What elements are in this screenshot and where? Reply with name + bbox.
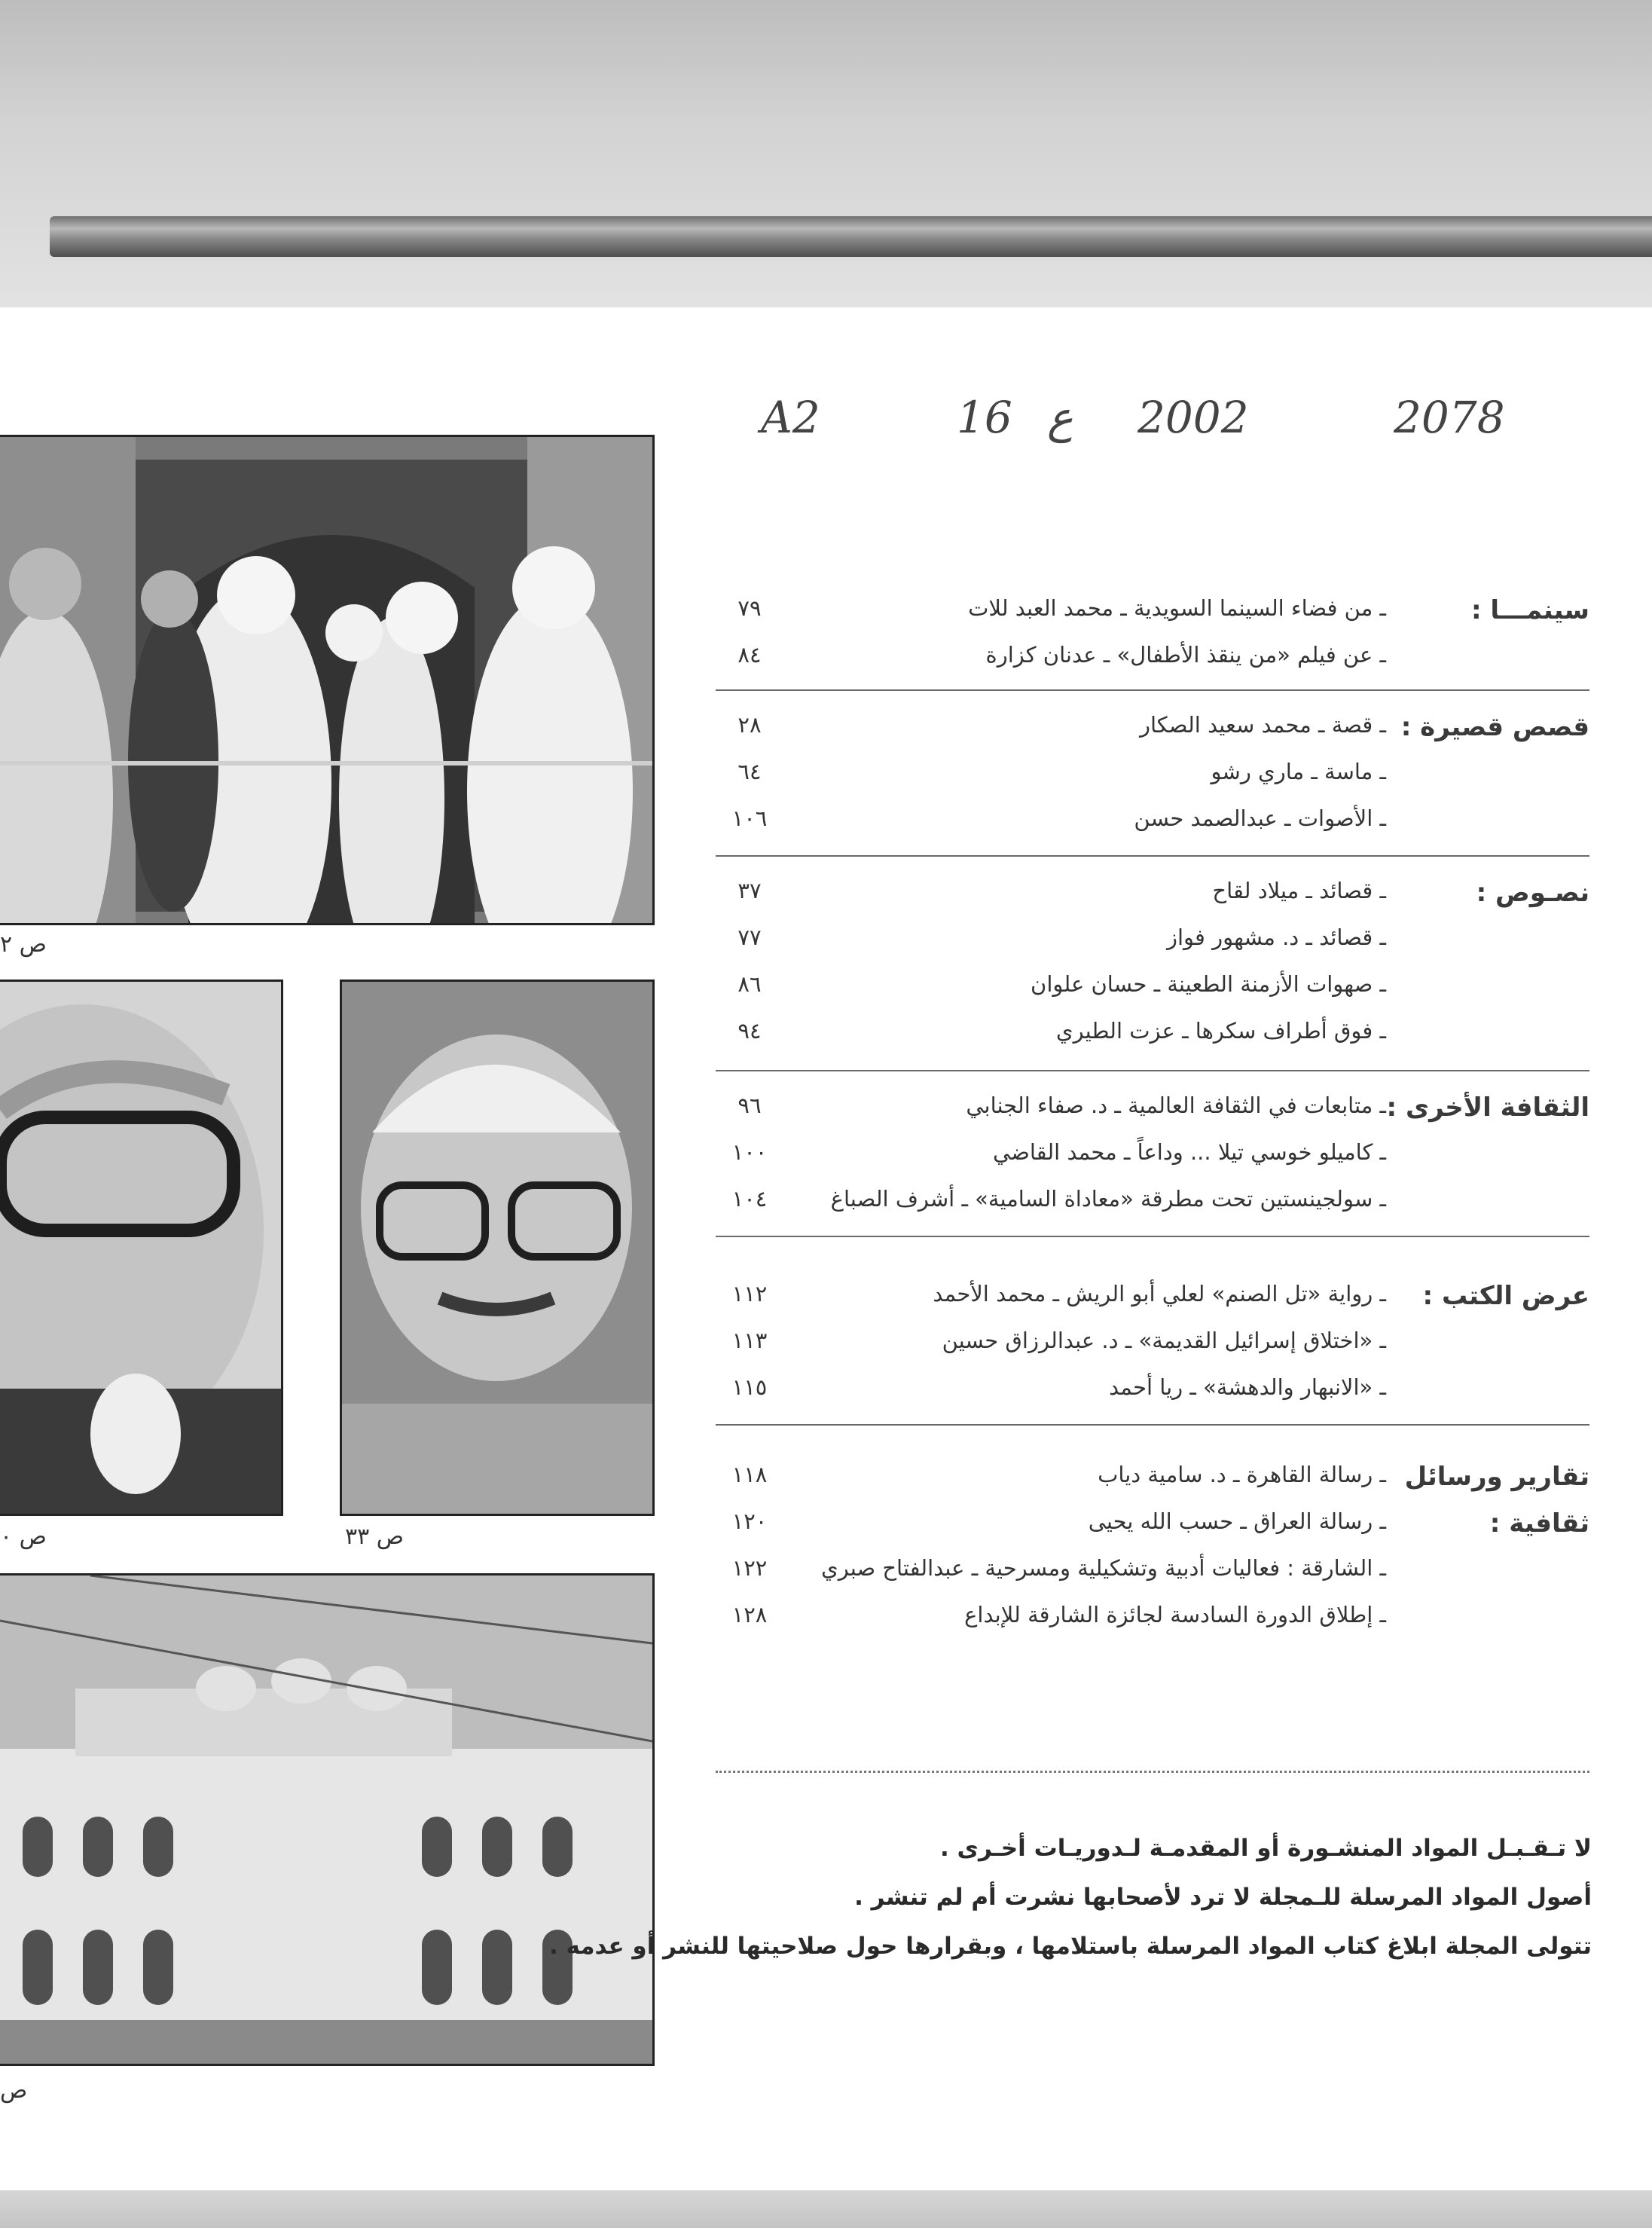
toc-page-number: ٨٤	[737, 642, 762, 668]
ribbon-cutting-illustration	[0, 437, 652, 923]
toc-page-number: ٩٦	[737, 1093, 762, 1118]
toc-page-number: ٣٧	[737, 878, 762, 903]
toc-entry: ـ قصائد ـ د. مشهور فواز	[1166, 925, 1386, 950]
toc-entry: ـ صهوات الأزمنة الطعينة ـ حسان علوان	[1031, 971, 1386, 997]
handwritten-note-2: 16	[957, 392, 1012, 443]
toc-page-number: ٦٤	[737, 759, 762, 784]
toc-entry: ـ متابعات في الثقافة العالمية ـ د. صفاء الجنابي	[966, 1093, 1386, 1118]
toc-page-number: ١٠٠	[731, 1139, 768, 1165]
photo-caption-1: ص ٢	[0, 931, 47, 958]
toc-page-number: ١١٨	[731, 1462, 768, 1487]
toc-page-number: ٧٧	[737, 925, 762, 950]
toc-entry: ـ الشارقة : فعاليات أدبية وتشكيلية ومسرحية ـ عبدالفتاح صبري	[821, 1555, 1386, 1581]
toc-page-number: ١١٣	[731, 1328, 768, 1353]
toc-entry: ـ رسالة العراق ـ حسب الله يحيى	[1088, 1508, 1386, 1534]
notice-line-1: لا تـقـبـل المواد المنشـورة أو المقدمـة لـدوريـات أخـرى .	[939, 1835, 1592, 1862]
handwritten-note-1: A2	[761, 392, 820, 443]
section-other-culture	[716, 1093, 1589, 1237]
toc-page-number: ٧٩	[737, 595, 762, 621]
decorative-bar	[50, 216, 1652, 257]
toc-page-number: ١٢٢	[731, 1555, 768, 1581]
photo-ribbon-cutting	[0, 435, 655, 925]
handwritten-note-3: ع	[1047, 392, 1073, 443]
section-title-continued: ثقافية :	[1489, 1508, 1589, 1539]
section-title: عرض الكتب :	[1422, 1281, 1589, 1311]
toc-entry: ـ ماسة ـ ماري رشو	[1211, 759, 1386, 784]
toc-page-number: ١٢٨	[731, 1602, 768, 1627]
toc-page-number: ٨٦	[737, 971, 762, 997]
section-title: قصص قصيرة :	[1400, 712, 1589, 742]
toc-page-number: ١١٢	[731, 1281, 768, 1307]
photo-historic-building	[0, 1573, 655, 2066]
toc-entry: ـ «اختلاق إسرائيل القديمة» ـ د. عبدالرزاق حسين	[942, 1328, 1386, 1353]
toc-page-number: ٩٤	[737, 1018, 762, 1044]
bottom-gray-band	[0, 2190, 1652, 2228]
photo-portrait-elderly	[0, 980, 283, 1516]
toc-entry: ـ «الانبهار والدهشة» ـ ريا أحمد	[1109, 1374, 1386, 1400]
dotted-divider	[716, 1771, 1589, 1773]
toc-page-number: ٢٨	[737, 712, 762, 738]
notice-line-2: أصول المواد المرسلة للـمجلة لا ترد لأصحابها نشرت أم لم تنشر .	[854, 1884, 1592, 1911]
toc-page-number: ١٠٤	[731, 1186, 768, 1212]
toc-entry: ـ عن فيلم «من ينقذ الأطفال» ـ عدنان كزارة	[985, 642, 1386, 668]
toc-entry: ـ الأصوات ـ عبدالصمد حسن	[1134, 805, 1386, 831]
man-portrait-illustration	[342, 982, 652, 1514]
section-title: سينمـــا :	[1470, 595, 1589, 625]
toc-entry: ـ إطلاق الدورة السادسة لجائزة الشارقة للإبداع	[964, 1602, 1386, 1627]
toc-entry: ـ رواية «تل الصنم» لعلي أبو الريش ـ محمد الأحمد	[933, 1281, 1386, 1307]
toc-entry: ـ من فضاء السينما السويدية ـ محمد العبد للات	[968, 595, 1386, 621]
photo-portrait-man	[340, 980, 655, 1516]
toc-entry: ـ سولجينستين تحت مطرقة «معاداة السامية» ـ أشرف الصباغ	[830, 1186, 1386, 1212]
elderly-portrait-illustration	[0, 982, 281, 1514]
photo-caption-3: ص ٣٣	[345, 1524, 405, 1550]
handwritten-note-5: 2078	[1394, 392, 1505, 443]
section-title: الثقافة الأخرى :	[1386, 1093, 1589, 1123]
building-illustration	[0, 1575, 652, 2064]
photo-caption-2: ص ٠	[0, 1524, 47, 1550]
photo-caption-4: ص	[0, 2077, 28, 2104]
section-cinema	[716, 595, 1589, 691]
toc-entry: ـ قصائد ـ ميلاد لقاح	[1212, 878, 1386, 903]
section-book-reviews	[716, 1281, 1589, 1426]
toc-page-number: ١٠٦	[731, 805, 768, 831]
section-short-stories	[716, 712, 1589, 857]
toc-entry: ـ كاميلو خوسي تيلا ... وداعاً ـ محمد القاضي	[993, 1139, 1386, 1165]
top-gray-band	[0, 0, 1652, 307]
section-texts	[716, 878, 1589, 1071]
toc-entry: ـ قصة ـ محمد سعيد الصكار	[1139, 712, 1386, 738]
section-reports	[716, 1462, 1589, 1658]
toc-page-number: ١١٥	[731, 1374, 768, 1400]
handwritten-note-4: 2002	[1137, 392, 1249, 443]
section-title: نصـوص :	[1476, 878, 1589, 908]
toc-entry: ـ رسالة القاهرة ـ د. سامية دياب	[1098, 1462, 1386, 1487]
toc-entry: ـ فوق أطراف سكرها ـ عزت الطيري	[1055, 1018, 1386, 1044]
notice-line-3: تتولى المجلة ابلاغ كتاب المواد المرسلة باستلامها ، وبقرارها حول صلاحيتها للنشر أو عدمه .	[548, 1933, 1592, 1960]
section-title: تقارير ورسائل	[1404, 1462, 1589, 1492]
toc-page-number: ١٢٠	[731, 1508, 768, 1534]
